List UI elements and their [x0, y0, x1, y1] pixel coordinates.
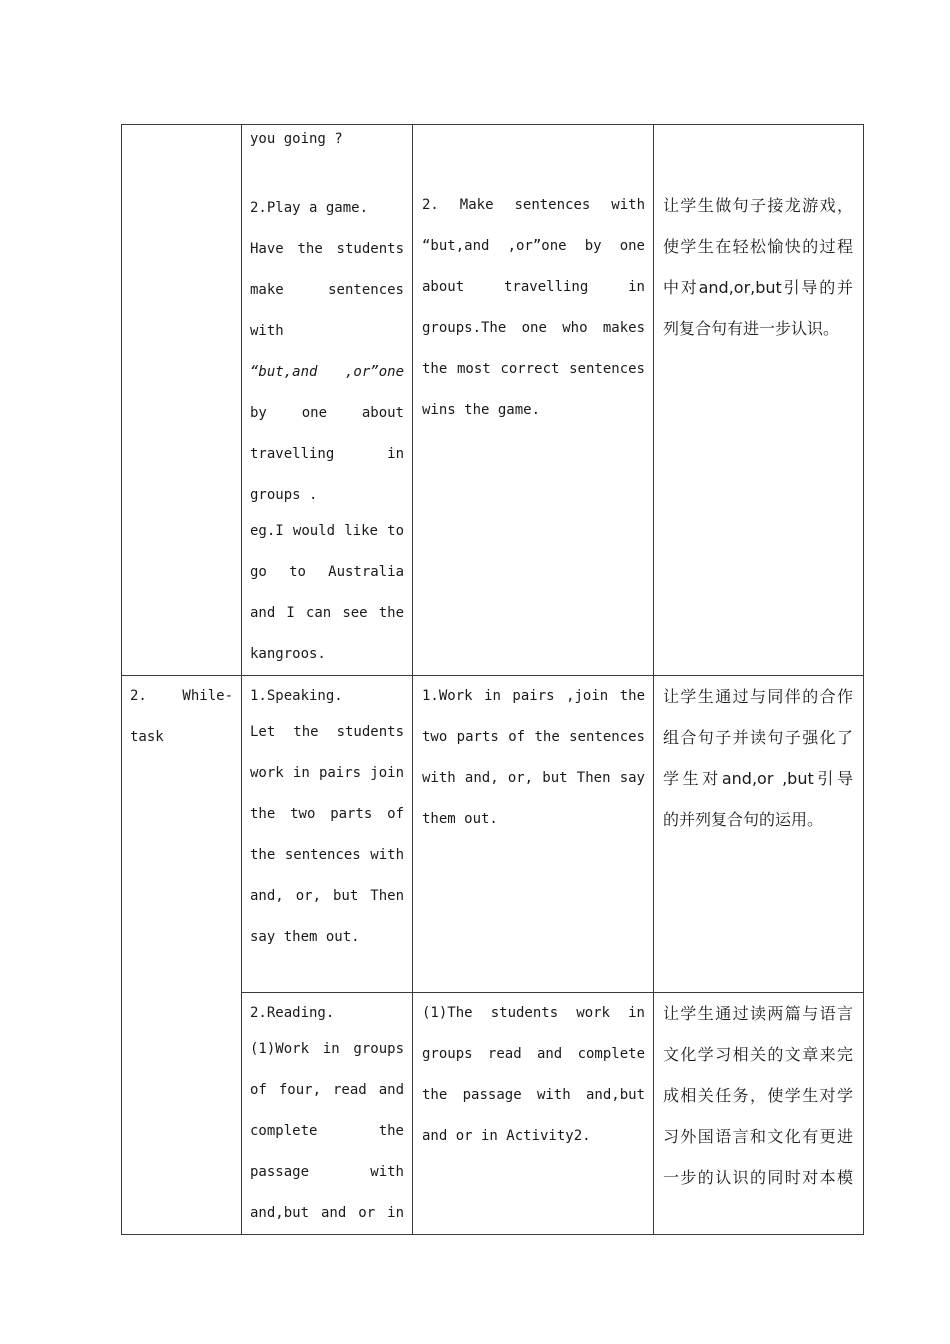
text-line: 1.Work in pairs ,join the — [422, 688, 645, 704]
text-line: the most correct sentences — [422, 361, 645, 377]
text-line: work in pairs join — [250, 765, 404, 781]
purpose-cell — [654, 993, 864, 1235]
text-line: of four, read and — [250, 1082, 404, 1098]
text-line: wins the game. — [422, 402, 541, 418]
text-line: 使学生在轻松愉快的过程 — [663, 237, 853, 256]
text-line: you going ? — [250, 131, 343, 147]
procedure-cell — [242, 125, 413, 676]
text-line: go to Australia — [250, 564, 404, 580]
text-line: groups.The one who makes — [422, 320, 645, 336]
text-line: 组合句子并读句子强化了 — [663, 728, 853, 747]
text-line — [250, 160, 404, 188]
text-line: complete the — [250, 1123, 404, 1139]
text-line: 2. While- — [130, 688, 233, 704]
text-line: “but,and ,or”one by one — [422, 238, 645, 254]
text-line: say them out. — [250, 929, 360, 945]
text-line: kangroos. — [250, 646, 326, 662]
text-line: 的并列复合句的运用。 — [663, 810, 824, 829]
activity-cell — [413, 993, 654, 1235]
text-line: 2.Reading. — [250, 1005, 335, 1021]
text-line: (1)The students work in — [422, 1005, 645, 1021]
text-line: “but,and ,or”one — [250, 364, 404, 380]
table-row — [122, 676, 864, 993]
text-line: 让学生做句子接龙游戏， — [663, 196, 853, 215]
text-line: and I can see the — [250, 605, 404, 621]
activity-cell — [413, 125, 654, 676]
text-line: with — [250, 323, 284, 339]
text-line: 2.Play a game. — [250, 200, 369, 216]
activity-cell — [413, 676, 654, 993]
text-line: 习外国语言和文化有更进 — [663, 1127, 853, 1146]
lesson-plan-table — [121, 124, 864, 1235]
text-line: 文化学习相关的文章来完 — [663, 1045, 853, 1064]
text-line: with and, or, but Then say — [422, 770, 645, 786]
text-line: and or in Activity2. — [422, 1128, 591, 1144]
text-line: 让学生通过读两篇与语言 — [663, 1004, 853, 1023]
text-line: the sentences with — [250, 847, 404, 863]
text-line: 成相关任务，使学生对学 — [663, 1086, 853, 1105]
purpose-cell — [654, 676, 864, 993]
text-line: 列复合句有进一步认识。 — [663, 319, 840, 338]
text-line: about travelling in — [422, 279, 645, 295]
text-line: the passage with and,but — [422, 1087, 645, 1103]
text-line: 1.Speaking. — [250, 688, 343, 704]
text-line: groups . — [250, 487, 318, 503]
text-line: Have the students — [250, 241, 404, 257]
text-line: 一步的认识的同时对本模 — [663, 1168, 853, 1187]
stage-cell — [122, 125, 242, 676]
text-line: the two parts of — [250, 806, 404, 822]
text-line: them out. — [422, 811, 498, 827]
text-line: 2. Make sentences with — [422, 197, 645, 213]
procedure-cell — [242, 676, 413, 993]
stage-cell — [122, 676, 242, 1235]
text-line: two parts of the sentences — [422, 729, 645, 745]
text-line: 学生对and,or ,but引导 — [663, 769, 853, 788]
procedure-cell — [242, 993, 413, 1235]
purpose-cell — [654, 125, 864, 676]
text-line: task — [130, 729, 164, 745]
text-line: Let the students — [250, 724, 404, 740]
text-line: (1)Work in groups — [250, 1041, 404, 1057]
text-line: 让学生通过与同伴的合作 — [663, 687, 853, 706]
text-line: and, or, but Then — [250, 888, 404, 904]
text-line: passage with — [250, 1164, 404, 1180]
text-line: eg.I would like to — [250, 523, 404, 539]
text-line: travelling in — [250, 446, 404, 462]
text-line: groups read and complete — [422, 1046, 645, 1062]
text-line: make sentences — [250, 282, 404, 298]
text-line: and,but and or in — [250, 1205, 404, 1221]
text-line: 中对and,or,but引导的并 — [663, 278, 853, 297]
text-line: by one about — [250, 405, 404, 421]
table-row — [122, 125, 864, 676]
